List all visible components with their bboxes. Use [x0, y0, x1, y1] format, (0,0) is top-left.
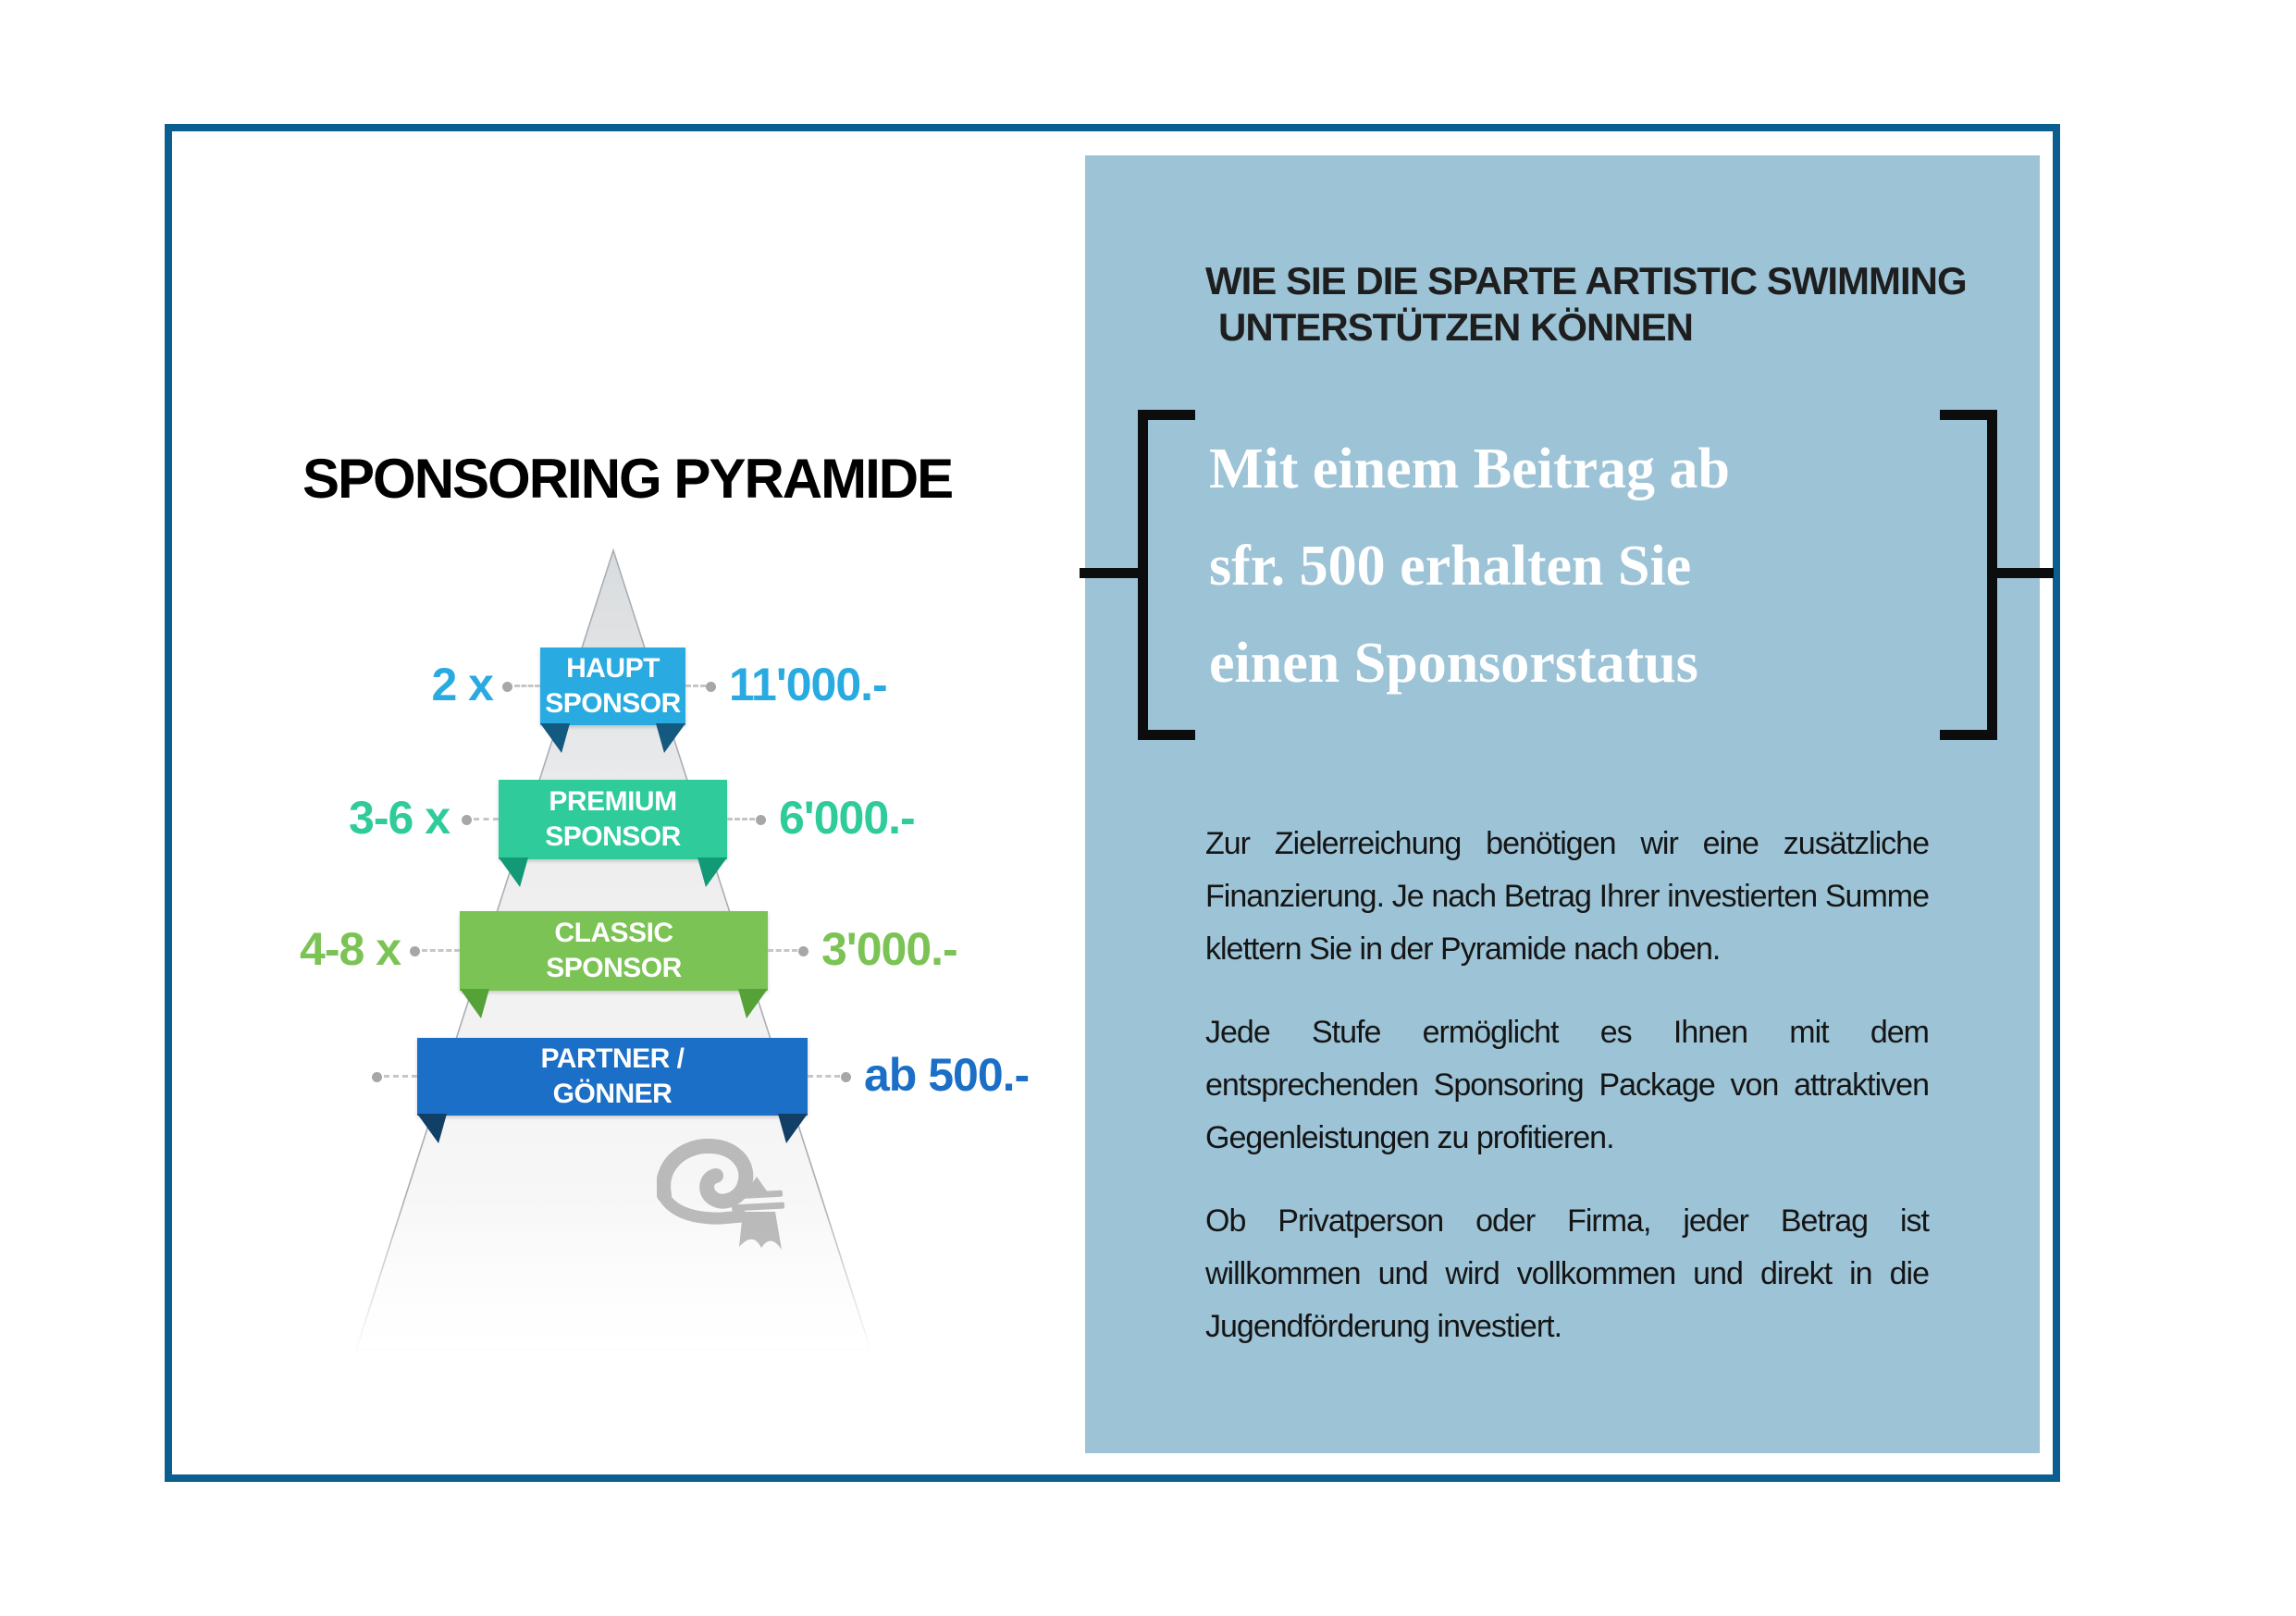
connector-dot — [841, 1072, 851, 1082]
tier-classic-label-line1: CLASSIC — [554, 918, 673, 948]
tier-haupt-label-line2: SPONSOR — [545, 688, 681, 719]
connector-dash — [808, 1075, 840, 1078]
tier-premium-label-line2: SPONSOR — [545, 821, 681, 852]
tier-haupt-label-line1: HAUPT — [566, 653, 660, 684]
paragraph-1: Zur Zielerreichung benötigen wir eine zusätzliche Finanzierung. Je nach Betrag Ihrer investierten Summe klettern Sie in der Pyramide nach oben. — [1205, 826, 1929, 967]
quote-bracket-left-tick — [1080, 568, 1139, 578]
connector-dot — [706, 682, 716, 692]
quote-bracket-right-tick — [1997, 568, 2054, 578]
quote-bracket-left — [1138, 410, 1195, 740]
tier-premium-label-line1: PREMIUM — [549, 786, 677, 817]
connector-dot — [410, 946, 420, 956]
connector-dash — [384, 1075, 417, 1078]
quote-line: sfr. 500 erhalten Sie — [1209, 535, 1692, 598]
connector-dash — [768, 949, 797, 952]
quote-text — [1209, 421, 1949, 712]
tier-premium-count: 3-6 x — [349, 792, 450, 844]
tier-premium-ribbon — [499, 780, 727, 859]
tier-partner-label-line2: GÖNNER — [552, 1079, 673, 1109]
quote-line: Mit einem Beitrag ab — [1209, 438, 1731, 500]
tier-haupt-count: 2 x — [431, 659, 493, 710]
quote-line: einen Sponsorstatus — [1209, 632, 1698, 695]
connector-dot — [502, 682, 512, 692]
tier-partner-label-line1: PARTNER / — [540, 1043, 685, 1074]
tier-classic-price: 3'000.- — [821, 923, 957, 975]
tier-haupt-ribbon — [540, 648, 685, 725]
connector-dot — [756, 815, 766, 825]
tier-haupt-price: 11'000.- — [729, 659, 887, 710]
connector-dash — [514, 685, 540, 687]
tier-premium-price: 6'000.- — [779, 792, 915, 844]
tier-classic-label-line2: SPONSOR — [546, 953, 682, 983]
connector-dot — [372, 1072, 382, 1082]
connector-dash — [685, 685, 706, 687]
paragraph-2: Jede Stufe ermöglicht es Ihnen mit dem entsprechenden Sponsoring Package von attraktiven Gegenleistungen zu profitieren. — [1205, 1015, 1929, 1155]
panel-paragraphs — [1205, 818, 1929, 1384]
pyramid-title: SPONSORING PYRAMIDE — [302, 448, 953, 510]
connector-dot — [798, 946, 809, 956]
connector-dot — [462, 815, 472, 825]
tier-classic-count: 4-8 x — [300, 923, 401, 975]
tier-partner-ribbon — [417, 1038, 808, 1116]
tier-classic-ribbon — [460, 911, 768, 991]
connector-dash — [727, 818, 755, 820]
paragraph-3: Ob Privatperson oder Firma, jeder Betrag ist willkommen und wird vollkommen und direkt in die Jugendförderung investiert. — [1205, 1203, 1929, 1344]
panel-heading-line1: WIE SIE DIE SPARTE ARTISTIC SWIMMING — [1205, 259, 1967, 302]
tier-partner-price: ab 500.- — [864, 1049, 1030, 1101]
connector-dash — [422, 949, 460, 952]
basel-crosier-watermark-icon — [657, 1138, 791, 1253]
connector-dash — [474, 818, 499, 820]
panel-heading-line2: UNTERSTÜTZEN KÖNNEN — [1218, 305, 1693, 349]
